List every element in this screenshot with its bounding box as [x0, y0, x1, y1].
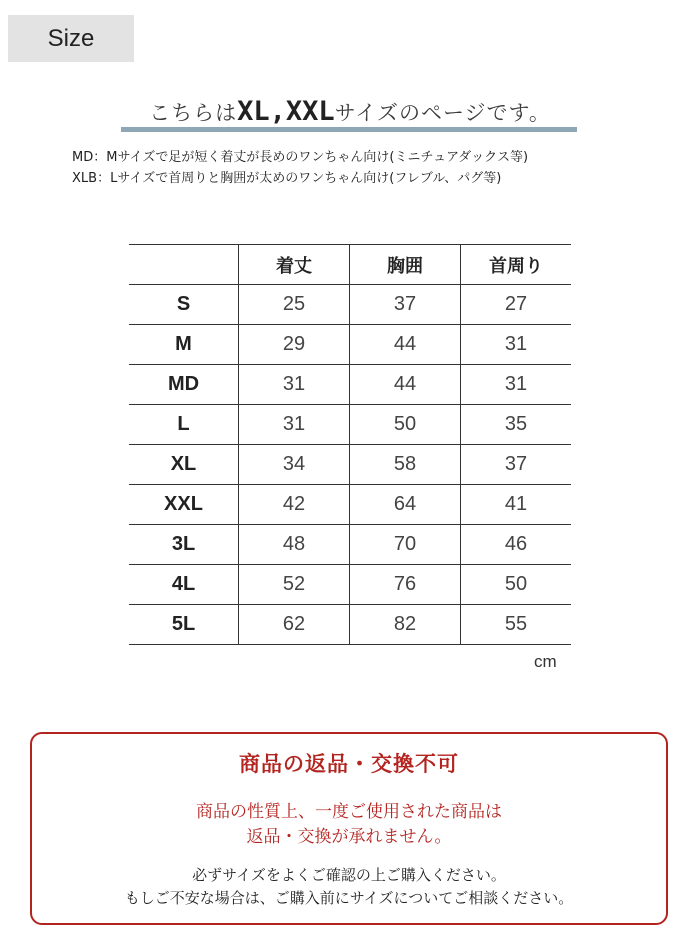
headline-emphasis: XL,XXL [237, 96, 335, 127]
size-notes [72, 147, 528, 189]
size-label-cell: S [129, 285, 239, 325]
size-label-cell: L [129, 405, 239, 445]
headline-prefix: こちらは [149, 101, 238, 125]
measurement-cell: 44 [350, 365, 461, 405]
measurement-cell: 44 [350, 325, 461, 365]
notice-black-line: 必ずサイズをよくご確認の上ご購入ください。 [192, 866, 506, 884]
measurement-cell: 37 [350, 285, 461, 325]
measurement-cell: 58 [350, 445, 461, 485]
table-header-row [129, 245, 571, 285]
header-chest: 胸囲 [350, 245, 461, 285]
notice-black-line: もしご不安な場合は、ご購入前にサイズについてご相談ください。 [124, 889, 574, 907]
table-row [129, 405, 571, 445]
size-label-cell: MD [129, 365, 239, 405]
notice-black-text [32, 864, 666, 910]
measurement-cell: 31 [239, 405, 350, 445]
header-size [129, 245, 239, 285]
measurement-cell: 31 [461, 325, 572, 365]
notice-red-line: 商品の性質上、一度ご使用された商品は [196, 802, 502, 822]
measurement-cell: 62 [239, 605, 350, 645]
table-row [129, 485, 571, 525]
measurement-cell: 70 [350, 525, 461, 565]
size-label-cell: 4L [129, 565, 239, 605]
measurement-cell: 64 [350, 485, 461, 525]
note-md: MD：Mサイズで足が短く着丈が長めのワンちゃん向け(ミニチュアダックス等) [72, 150, 529, 165]
measurement-cell: 35 [461, 405, 572, 445]
measurement-cell: 29 [239, 325, 350, 365]
notice-title: 商品の返品・交換不可 [239, 752, 459, 776]
return-notice [30, 732, 668, 925]
measurement-cell: 41 [461, 485, 572, 525]
measurement-cell: 76 [350, 565, 461, 605]
size-label-cell: XL [129, 445, 239, 485]
measurement-cell: 82 [350, 605, 461, 645]
headline-underline [121, 127, 577, 132]
size-label-cell: 3L [129, 525, 239, 565]
header-length: 着丈 [239, 245, 350, 285]
table-row [129, 445, 571, 485]
measurement-cell: 46 [461, 525, 572, 565]
size-label-cell: XXL [129, 485, 239, 525]
measurement-cell: 52 [239, 565, 350, 605]
header-neck: 首周り [461, 245, 572, 285]
notice-red-text [32, 800, 666, 850]
measurement-cell: 37 [461, 445, 572, 485]
table-row [129, 285, 571, 325]
table-row [129, 565, 571, 605]
measurement-cell: 50 [461, 565, 572, 605]
measurement-cell: 31 [239, 365, 350, 405]
table-row [129, 325, 571, 365]
measurement-cell: 42 [239, 485, 350, 525]
notice-red-line: 返品・交換が承れません。 [246, 827, 452, 847]
headline-suffix: サイズのページです。 [334, 101, 551, 125]
size-table [129, 244, 571, 645]
measurement-cell: 55 [461, 605, 572, 645]
size-table-body [129, 285, 571, 645]
size-tab [8, 15, 134, 62]
measurement-cell: 27 [461, 285, 572, 325]
table-row [129, 525, 571, 565]
size-label-cell: 5L [129, 605, 239, 645]
table-row [129, 605, 571, 645]
measurement-cell: 50 [350, 405, 461, 445]
unit-label: cm [534, 652, 557, 671]
measurement-cell: 34 [239, 445, 350, 485]
table-row [129, 365, 571, 405]
note-xlb: XLB：Lサイズで首周りと胸囲が太めのワンちゃん向け(フレブル、パグ等) [72, 171, 502, 186]
size-tab-label: Size [47, 24, 95, 52]
measurement-cell: 48 [239, 525, 350, 565]
size-label-cell: M [129, 325, 239, 365]
page-headline [0, 96, 700, 127]
measurement-cell: 31 [461, 365, 572, 405]
measurement-cell: 25 [239, 285, 350, 325]
